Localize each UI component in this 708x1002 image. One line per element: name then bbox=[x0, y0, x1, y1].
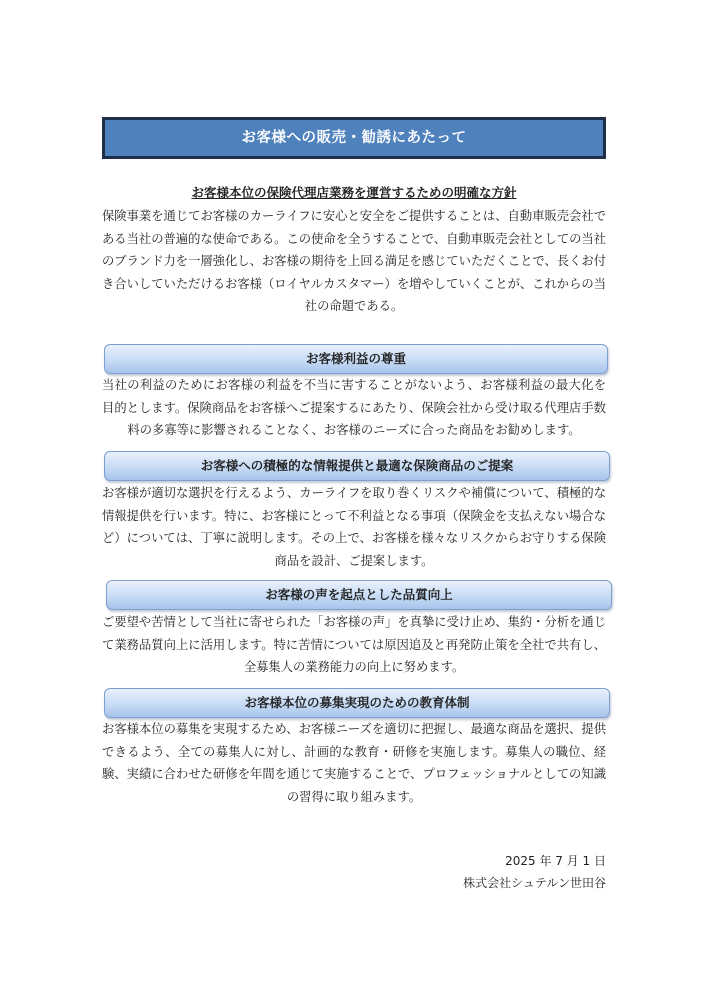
section-body-information-provision: お客様が適切な選択を行えるよう、カーライフを取り巻くリスクや補償について、積極的な情報提供を行います。特に、お客様にとって不利益となる事項（保険金を支払えない場合など）については、丁寧に説明します。その上で、お客様を様々なリスクからお守りする保険商品を設計、ご提案します。 bbox=[102, 486, 606, 568]
section-heading-customer-interest: お客様利益の尊重 bbox=[104, 344, 608, 374]
intro-paragraph: 保険事業を通じてお客様のカーライフに安心と安全をご提供することは、自動車販売会社である当社の普遍的な使命である。この使命を全うすることで、自動車販売会社としての当社のブランド力を一層強化し、お客様の期待を上回る満足を感じていただくことで、長くお付き合いしていただけるお客様（ロイヤルカスタマー）を増やしていくことが、これからの当社の命題である。 bbox=[102, 209, 606, 313]
issue-date: 2025 年 7 月 1 日 bbox=[505, 854, 606, 868]
section-heading-information-provision: お客様への積極的な情報提供と最適な保険商品のご提案 bbox=[104, 451, 610, 481]
section-body-customer-interest: 当社の利益のためにお客様の利益を不当に害することがないよう、お客様利益の最大化を目的とします。保険商品をお客様へご提案するにあたり、保険会社から受け取る代理店手数料の多寡等に影響されることなく、お客様のニーズに合った商品をお勧めします。 bbox=[102, 378, 606, 437]
company-name: 株式会社シュテルン世田谷 bbox=[463, 876, 606, 890]
page-title: お客様への販売・勧誘にあたって bbox=[102, 117, 606, 159]
section-body-customer-voice: ご要望や苦情として当社に寄せられた「お客様の声」を真摯に受け止め、集約・分析を通じて業務品質向上に活用します。特に苦情については原因追及と再発防止策を全社で共有し、全募集人の業務能力の向上に努めます。 bbox=[102, 615, 606, 674]
section-body-education: お客様本位の募集を実現するため、お客様ニーズを適切に把握し、最適な商品を選択、提供できるよう、全ての募集人に対し、計画的な教育・研修を実施します。募集人の職位、経験、実績に合わせた研修を年間を通じて実施することで、プロフェッショナルとしての知識の習得に取り組みます。 bbox=[102, 722, 606, 804]
section-heading-education: お客様本位の募集実現のための教育体制 bbox=[104, 688, 610, 718]
policy-subtitle: お客様本位の保険代理店業務を運営するための明確な方針 bbox=[191, 185, 517, 200]
section-heading-customer-voice: お客様の声を起点とした品質向上 bbox=[106, 580, 612, 610]
